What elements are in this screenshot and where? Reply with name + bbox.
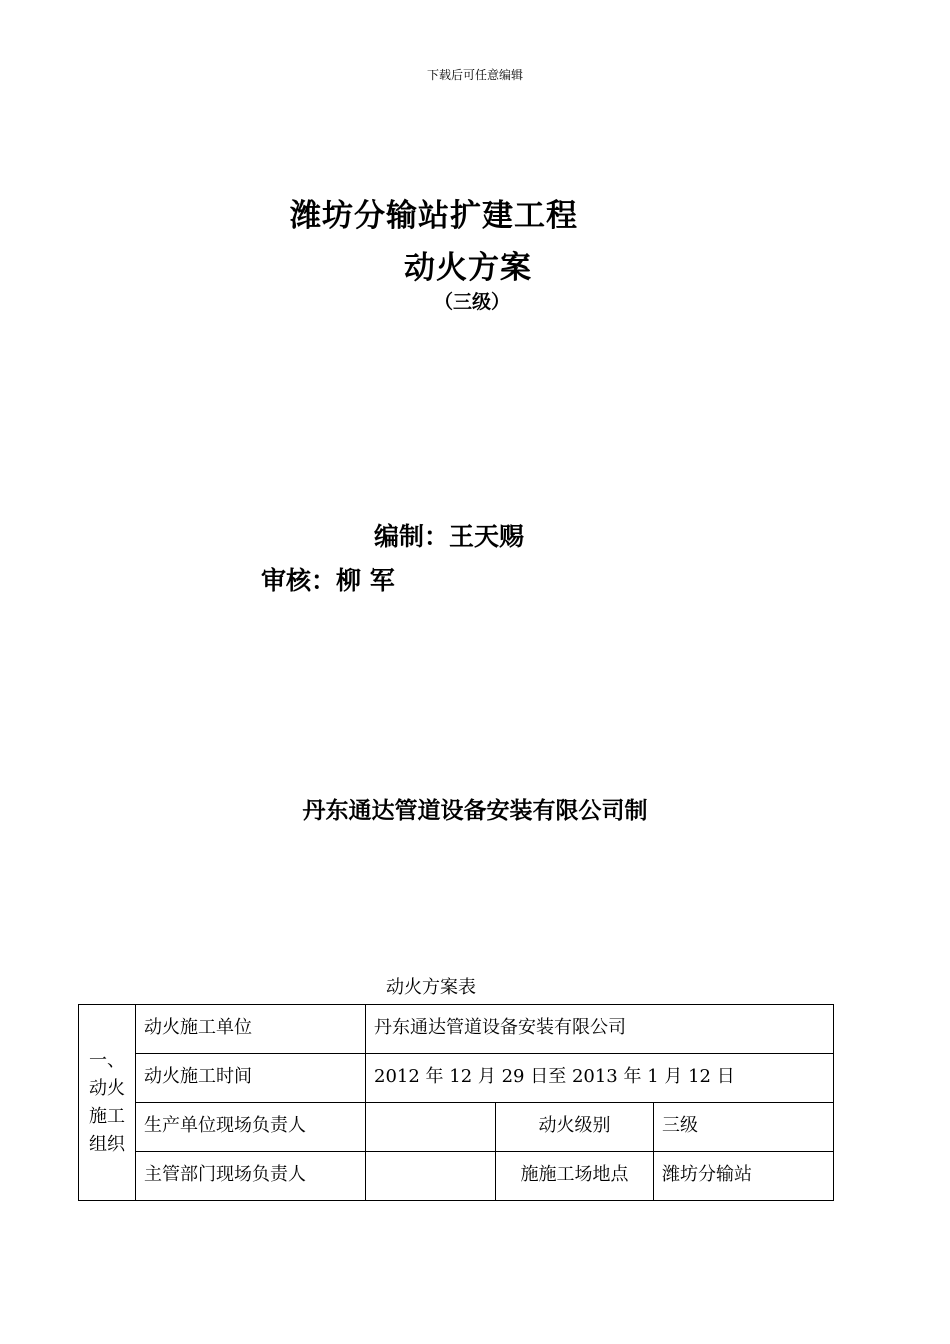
table-row (79, 1152, 834, 1201)
row-label: 动火施工单位 (136, 1005, 366, 1054)
row-value: 2012 年 12 月 29 日至 2013 年 1 月 12 日 (366, 1054, 834, 1103)
header-note: 下载后可任意编辑 (426, 68, 523, 82)
editor-line: 编制：王天赐 (374, 522, 525, 551)
row-label: 动火施工时间 (136, 1054, 366, 1103)
row-value-secondary: 潍坊分输站 (654, 1152, 834, 1201)
section-label-cell (79, 1005, 136, 1201)
document-title: 潍坊分输站扩建工程 (290, 198, 578, 234)
section-label-line: 组织 (89, 1133, 125, 1155)
row-label-secondary: 动火级别 (496, 1103, 654, 1152)
row-value-secondary: 三级 (654, 1103, 834, 1152)
section-label-line: 动火 (89, 1077, 125, 1099)
fire-level-label: （三级） (434, 291, 511, 313)
table-row (79, 1103, 834, 1152)
fire-plan-table (78, 1004, 834, 1201)
document-subtitle: 动火方案 (404, 250, 532, 286)
row-value (366, 1103, 496, 1152)
row-label-secondary: 施施工场地点 (496, 1152, 654, 1201)
section-label-line: 施工 (89, 1105, 125, 1127)
table-row (79, 1054, 834, 1103)
section-label-line: 一、 (89, 1049, 125, 1071)
table-row (79, 1005, 834, 1054)
row-value (366, 1152, 496, 1201)
row-label: 主管部门现场负责人 (136, 1152, 366, 1201)
table-caption: 动火方案表 (386, 977, 476, 998)
company-name: 丹东通达管道设备安装有限公司制 (302, 798, 648, 824)
row-label: 生产单位现场负责人 (136, 1103, 366, 1152)
reviewer-line: 审核：柳 军 (261, 566, 395, 595)
row-value: 丹东通达管道设备安装有限公司 (366, 1005, 834, 1054)
